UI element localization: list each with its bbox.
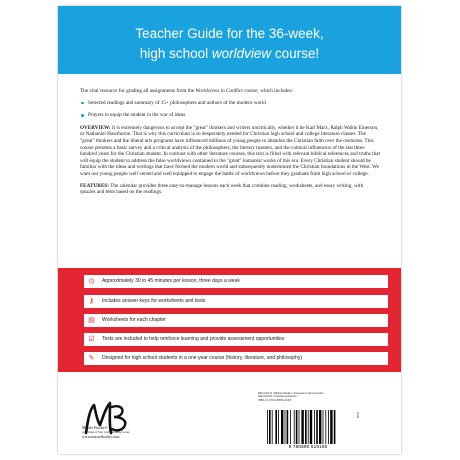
checklist-icon: ☑ bbox=[88, 336, 95, 343]
barcode-side-label: EAN bbox=[356, 412, 360, 419]
feature-row: ◷ Approximately 30 to 45 minutes per lesson, three days a week bbox=[84, 275, 388, 288]
barcode-digits: 9 780890 519165 bbox=[288, 444, 328, 449]
worksheet-icon: ▤ bbox=[88, 317, 95, 324]
isbn-label: RELIGIOUS / Biblical Studies / Exegesis & Hermeneutics RELIGIOUS / Christian Education ISBN-13: 978-0-89051-916-5 bbox=[258, 392, 324, 402]
overview-paragraph: OVERVIEW: It is extremely dangerous to accept the "great" thinkers and writers uncritically, whether it be Karl Marx, Ralph Waldo Emerson, or Nathaniel Hawthorne. That is why this curriculum is so desperately needed for Christian high school and college literature classes. The "great" thinkers and the liberal arts programs have influenced millions of young people to abandon the Christian faith over the centuries. This course presents a basic survey and a critical analysis of the philosophers, the literary masters, and the cultural influencers of the last three hundred years for the Christian student. In contrast with other literature courses, this text is filled with relevant biblical references and truths that will equip the student to address the false worldviews contained in the "great" humanist works of this era. Every Christian student should be familiar with the ideas and writings that have formed the modern world and subsequently undermined the Christian foundations in the West. We want our young people well versed and well equipped to engage the battle of worldviews before they graduate from high school or college. bbox=[80, 124, 380, 177]
intro-paragraph: The vital resource for grading all assignments from the Worldviews in Conflict course, which includes: bbox=[80, 88, 293, 94]
feature-row: ▤ Worksheets for each chapter bbox=[84, 314, 388, 327]
body-text bbox=[80, 88, 380, 201]
pencil-icon: ✎ bbox=[88, 355, 95, 362]
clock-icon: ◷ bbox=[88, 278, 95, 285]
header-line1: Teacher Guide for the 36-week, bbox=[135, 26, 324, 41]
features-paragraph: FEATURES: The calendar provides three easy-to-manage lessons each week that combine reading, worksheets, and essay writing, with quizzes and tests based on the readings. bbox=[80, 182, 364, 196]
header-line2: high school worldview course! bbox=[139, 46, 320, 61]
bullet-item: Prayers to equip the student in the war of ideas bbox=[80, 112, 380, 119]
back-cover bbox=[58, 6, 401, 454]
feature-row: ☑ Tests are included to help reinforce learning and provide assessment opportunities bbox=[84, 333, 388, 346]
bullet-list bbox=[80, 100, 380, 119]
publisher-tagline: A Division of New Leaf Publishing Group bbox=[82, 430, 130, 434]
bullet-item: Selected readings and summary of 15+ philosophers and authors of the modern world bbox=[80, 100, 380, 107]
publisher-info bbox=[82, 426, 152, 440]
publisher-website: www.masterbooks.com bbox=[82, 434, 120, 439]
feature-row: ⚷ Includes answer keys for worksheets and tests bbox=[84, 295, 388, 308]
header-banner bbox=[58, 6, 401, 74]
features-box bbox=[58, 268, 401, 372]
barcode bbox=[266, 410, 350, 444]
footer bbox=[58, 386, 401, 454]
publisher-brand: Master Books® bbox=[82, 425, 108, 430]
feature-row: ✎ Designed for high school students in a one-year course (history, literature, and philosophy) bbox=[84, 352, 388, 365]
key-icon: ⚷ bbox=[88, 298, 95, 305]
